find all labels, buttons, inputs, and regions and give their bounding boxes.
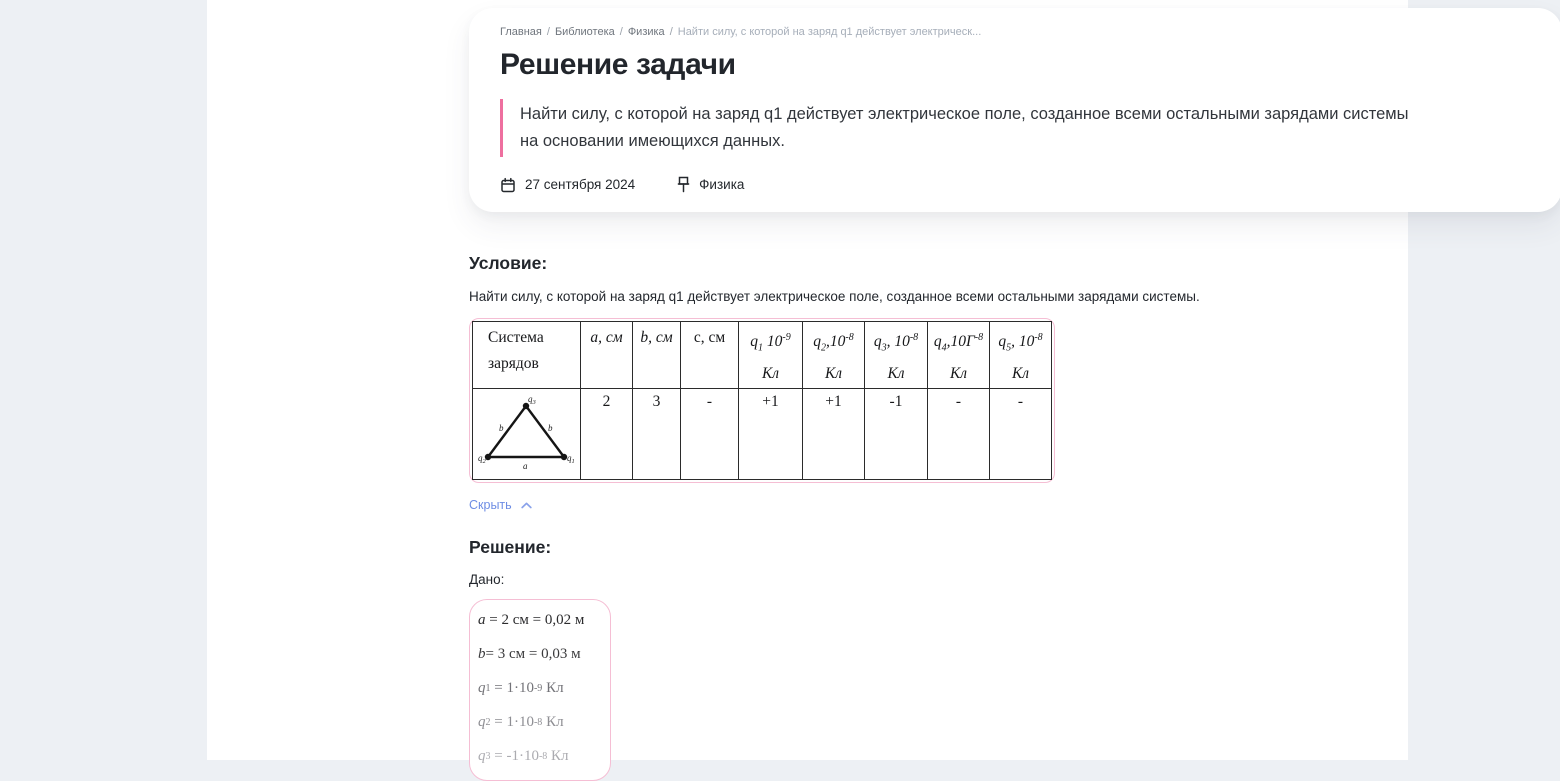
breadcrumb-separator: /	[546, 26, 550, 38]
calendar-icon	[500, 177, 516, 193]
condition-text: Найти силу, с которой на заряд q1 действует электрическое поле, созданное всеми остальными зарядами системы.	[469, 289, 1200, 304]
hide-condition-label: Скрыть	[469, 498, 512, 513]
subject-tag[interactable]	[677, 176, 744, 193]
svg-text:b: b	[547, 423, 552, 434]
task-body	[469, 253, 1429, 781]
main-content-column	[207, 0, 1409, 764]
triangle-diagram	[473, 389, 581, 480]
value-b: 3	[633, 389, 681, 480]
task-quote: Найти силу, с которой на заряд q1 действует электрическое поле, созданное всеми остальными зарядами системы на основании имеющихся данных.	[500, 99, 1420, 157]
svg-text:a: a	[522, 461, 527, 472]
triangle-diagram-svg	[478, 393, 576, 473]
publish-date	[500, 177, 635, 193]
given-line-q3: q 3 = -1·10 -8 Кл	[478, 747, 569, 764]
given-line-q2: q 2 = 1·10 -8 Кл	[478, 713, 564, 730]
given-line-a: a = 2 см = 0,02 м	[478, 611, 585, 628]
col-q3: $q_3$, $10^{-8}$ Кл	[865, 322, 928, 389]
svg-text:q1: $q_1$	[566, 453, 575, 466]
solution-heading: Решение:	[469, 537, 552, 558]
svg-text:q2: $q_2$	[477, 453, 486, 466]
col-q5: $q_5$, $10^{-8}$ Кл	[990, 322, 1052, 389]
given-values-image	[469, 599, 611, 781]
value-c: -	[681, 389, 739, 480]
value-a: 2	[581, 389, 633, 480]
col-q2: $q_2,10^{-8}$ Кл	[803, 322, 865, 389]
breadcrumb-separator: /	[669, 26, 673, 38]
value-q3: -1	[865, 389, 928, 480]
breadcrumb-separator: /	[619, 26, 623, 38]
charges-table-header-row	[473, 322, 1052, 389]
breadcrumb	[500, 26, 1532, 38]
given-line-b: b = 3 см = 0,03 м	[478, 645, 581, 662]
pin-icon	[677, 176, 690, 193]
svg-text:q3: $q_3$	[527, 394, 536, 407]
condition-heading: Условие:	[469, 253, 548, 273]
subject-tag-label: Физика	[699, 177, 745, 192]
breadcrumb-physics-link[interactable]: Физика	[627, 26, 665, 38]
value-q5: -	[990, 389, 1052, 480]
col-c-cm: с, см	[681, 322, 739, 389]
hide-condition-button[interactable]	[469, 496, 532, 514]
col-a-cm: a, см	[581, 322, 633, 389]
given-label: Дано:	[469, 572, 505, 588]
breadcrumb-library-link[interactable]: Библиотека	[554, 26, 615, 38]
meta-row	[500, 176, 1532, 193]
given-line-q1: q 1 = 1·10 -9 Кл	[478, 679, 564, 696]
breadcrumb-home-link[interactable]: Главная	[500, 26, 542, 38]
svg-text:b: b	[498, 423, 503, 434]
charges-table	[472, 321, 1052, 480]
col-b-cm: b, см	[633, 322, 681, 389]
chevron-up-icon	[521, 496, 532, 514]
condition-table-image[interactable]	[469, 318, 1055, 483]
task-header-card	[469, 8, 1560, 212]
value-q1: +1	[739, 389, 803, 480]
value-q4: -	[928, 389, 990, 480]
publish-date-label: 27 сентября 2024	[525, 177, 636, 192]
charges-table-data-row	[473, 389, 1052, 480]
col-q4: $q_4,10Г^{-8}$ Кл	[928, 322, 990, 389]
breadcrumb-current-page: Найти силу, с которой на заряд q1 действует электрическ...	[677, 26, 982, 38]
page-title: Решение задачи	[500, 48, 736, 81]
col-q1: $q_1$ $10^{-9}$ Кл	[739, 322, 803, 389]
value-q2: +1	[803, 389, 865, 480]
col-system-of-charges: Система зарядов	[473, 322, 581, 389]
